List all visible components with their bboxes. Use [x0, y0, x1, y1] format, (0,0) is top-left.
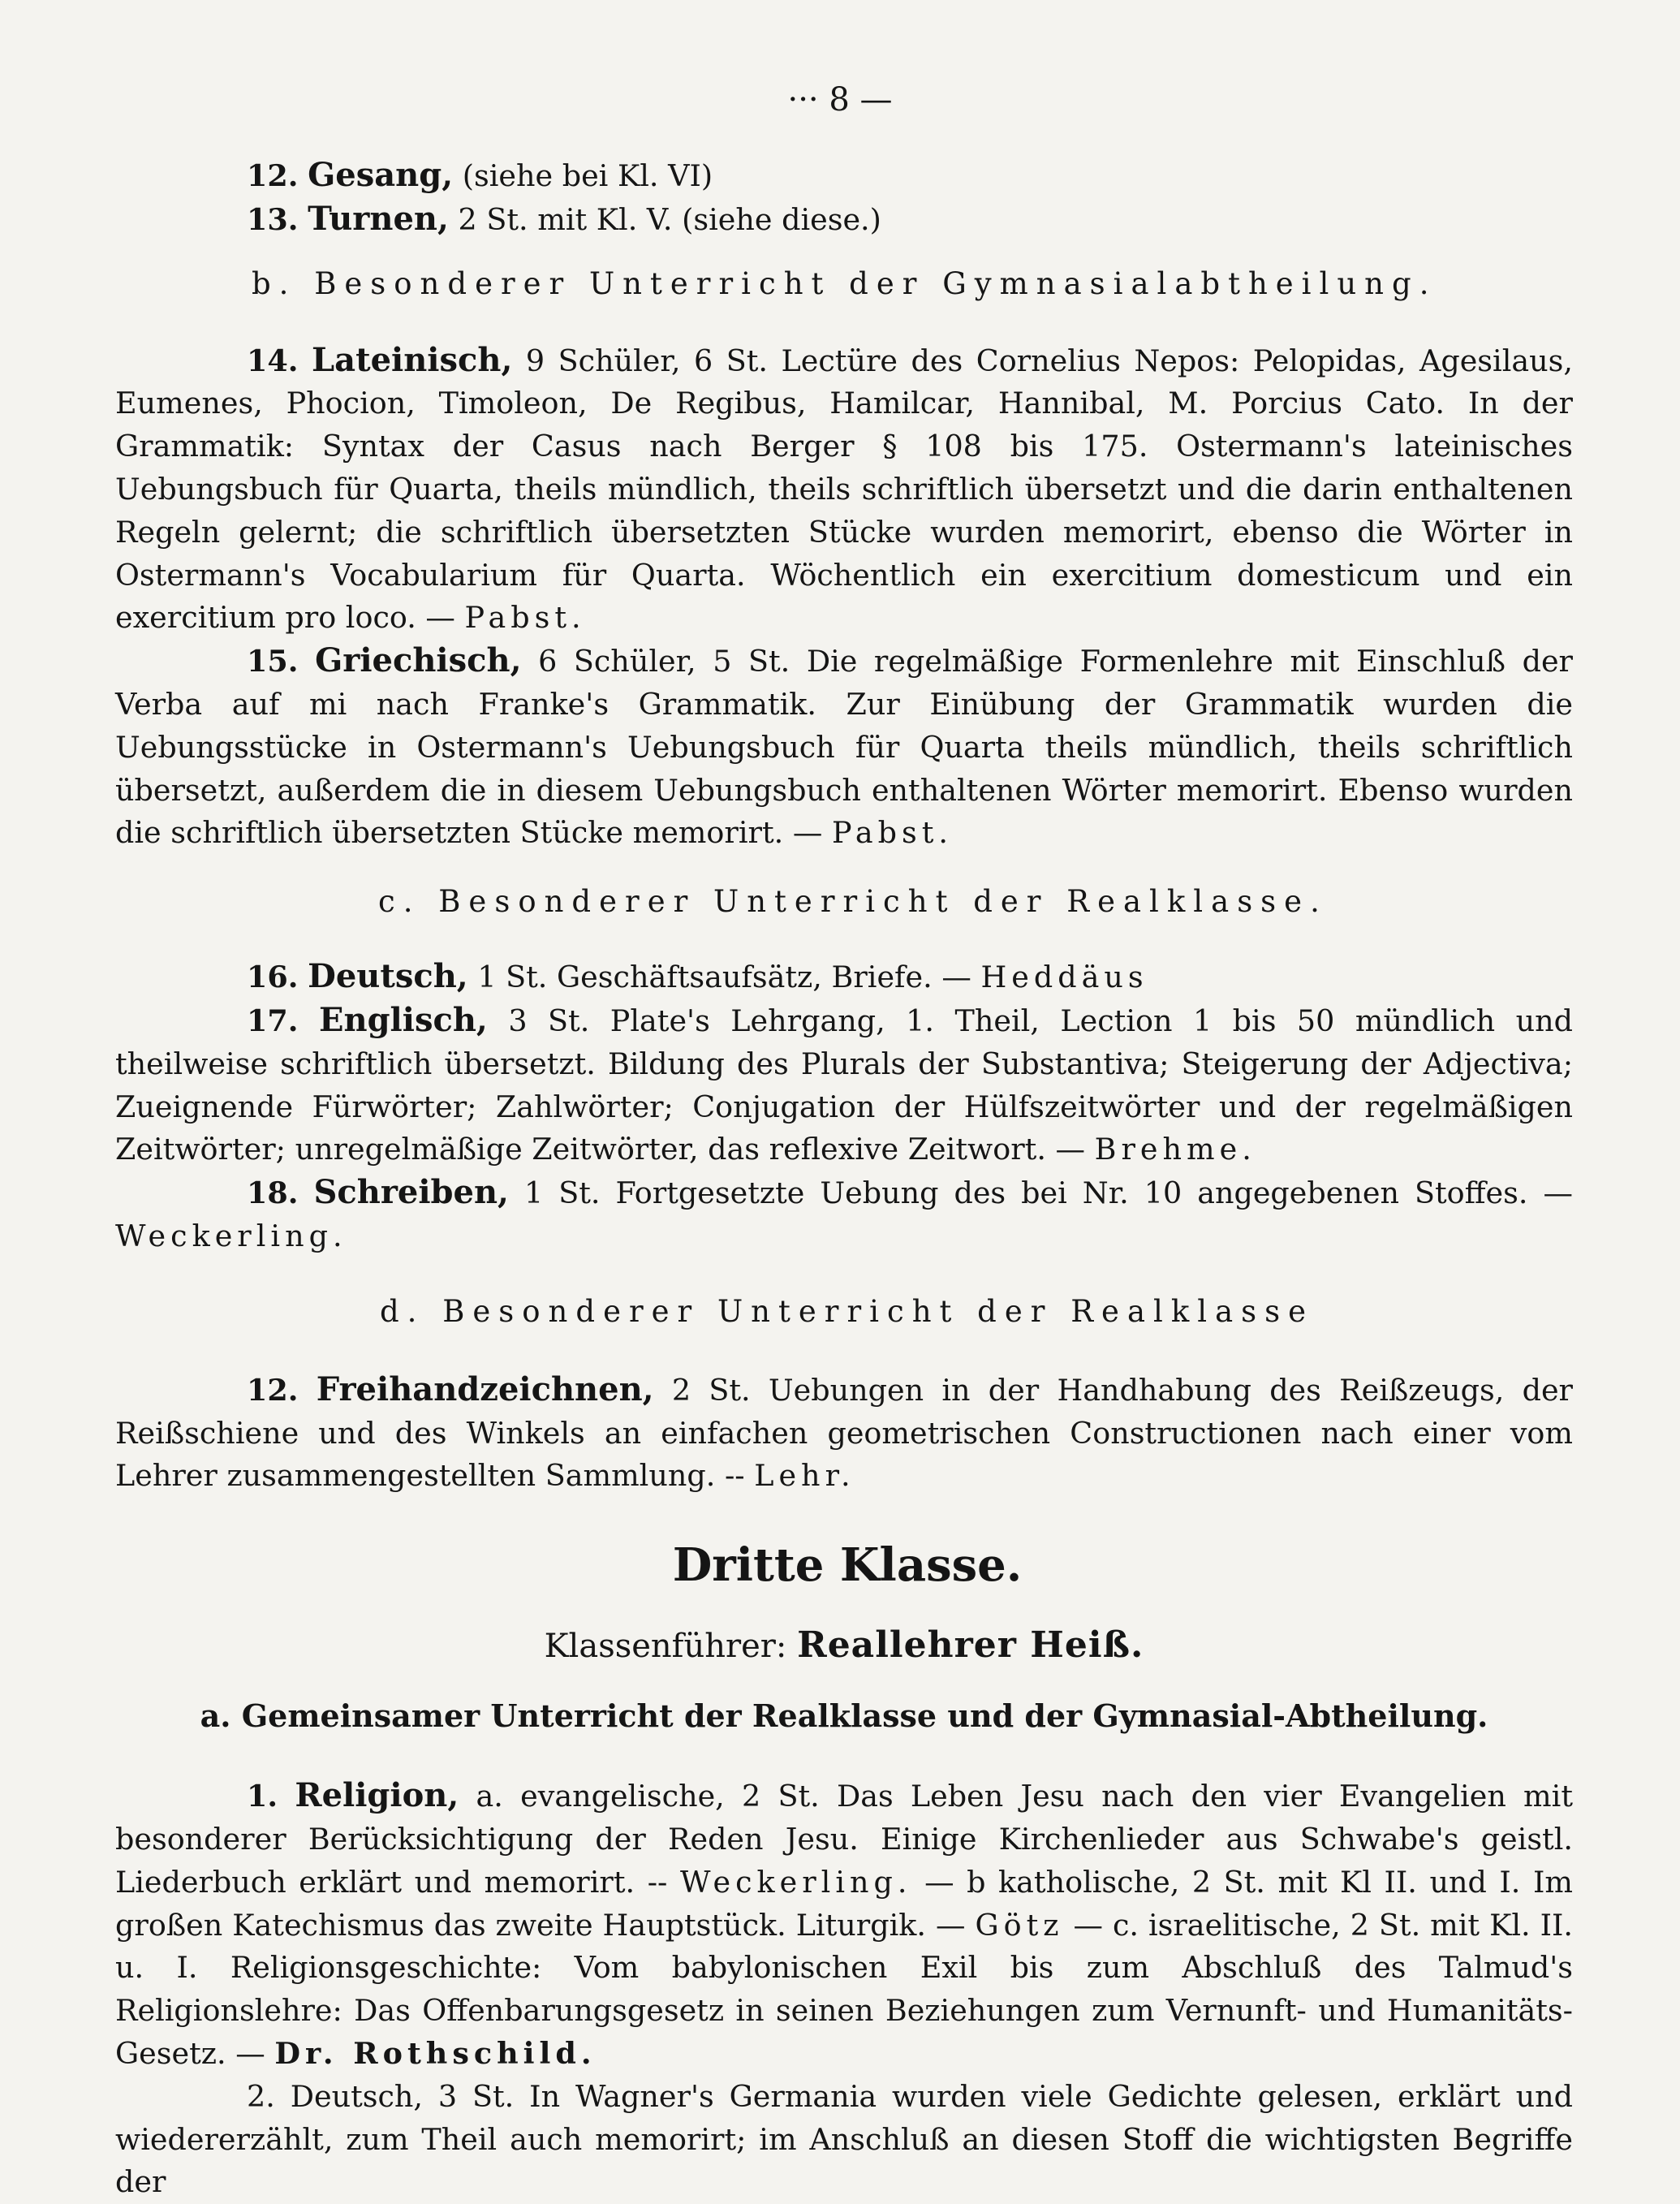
entry-13-turnen — [115, 198, 1573, 242]
entry-number: 18. — [247, 1175, 299, 1211]
entry-text: 3 St. Plate's Lehrgang, 1. Theil, Lection 1 bis 50 mündlich und theilweise schriftlich übersetzt. Bildung des Plurals der Substantiva; Steigerung der Adjectiva; Zueignende Fürwörter; Zahlwörter; Conjugation der Hülfszeitwörter und der regelmäßigen Zeitwörter; unregelmäßige Zeitwörter, das reflexive Zeitwort. — — [115, 1003, 1574, 1167]
class-title: Dritte Klasse. — [672, 1538, 1023, 1593]
teacher-name: Heddäus — [980, 960, 1148, 995]
teacher-name: Pabst. — [464, 600, 586, 636]
entry-text: 9 Schüler, 6 St. Lectüre des Cornelius Nepos: Pelopidas, Agesilaus, Eumenes, Phocion, Timoleon, De Regibus, Hamilcar, Hannibal, M. Porcius Cato. In der Grammatik: Syntax der Casus nach Berger § 108 bis 175. Ostermann's lateinisches Uebungsbuch für Quarta, theils mündlich, theils schriftlich übersetzt und die darin enthaltenen Regeln gelernt; die schriftlich übersetzten Stücke wurden memorirt, ebenso die Wörter in Ostermann's Vocabularium für Quarta. Wöchentlich ein exercitium domesticum und ein exercitium pro loco. — — [115, 343, 1573, 636]
entry-17-englisch — [115, 999, 1573, 1171]
entry-12-gesang — [115, 154, 1573, 198]
entry-subject: Turnen, — [308, 199, 449, 238]
teacher-name: Weckerling. — [115, 1218, 347, 1253]
entry-text: 6 Schüler, 5 St. Die regelmäßige Formenlehre mit Einschluß der Verba auf mi nach Franke's Grammatik. Zur Einübung der Grammatik wurden die Uebungsstücke in Ostermann's Uebungsbuch für Quarta theils mündlich, theils schriftlich übersetzt, außerdem die in diesem Uebungsbuch enthaltenen Wörter memorirt. Ebenso wurden die schriftlich übersetzten Stücke memorirt. — — [115, 644, 1574, 851]
page-content — [115, 154, 1573, 2204]
entry-subject: Deutsch, — [290, 2078, 424, 2114]
entry-text: 2 St. Uebungen in der Handhabung des Reißzeugs, der Reißschiene und des Winkels an einfachen geometrischen Constructionen nach einer vom Lehrer zusammengestellten Sammlung. -- — [115, 1372, 1573, 1494]
teacher-name: Götz — [975, 1907, 1064, 1943]
entry-subject: Lateinisch, — [312, 340, 513, 379]
class-leader-label: Klassenführer: — [544, 1628, 787, 1666]
entry-12-freihandzeichnen — [115, 1369, 1573, 1498]
teacher-name: Pabst. — [831, 815, 953, 851]
entry-number: 16. — [247, 960, 299, 995]
entry-2-deutsch — [115, 2076, 1573, 2204]
entry-text: 1 St. Geschäftsaufsätz, Briefe. — — [477, 960, 971, 995]
entry-16-deutsch — [115, 955, 1573, 999]
entry-number: 15. — [247, 644, 299, 679]
entry-subject: Griechisch, — [315, 641, 522, 680]
entry-number: 1. — [247, 1779, 278, 1814]
entry-text: — b katholische, 2 St. mit Kl II. und I. Im großen Katechismus das zweite Hauptstück. Liturgik. — — [115, 1864, 1573, 1943]
section-heading-b: b. Besonderer Unterricht der Gymnasialabtheilung. — [252, 265, 1437, 301]
teacher-name: Brehme. — [1094, 1132, 1256, 1167]
section-heading-d: d. Besonderer Unterricht der Realklasse — [380, 1293, 1315, 1329]
entry-subject: Religion, — [295, 1776, 459, 1815]
entry-1-religion — [115, 1775, 1573, 2076]
entry-number: 17. — [247, 1003, 299, 1038]
entry-18-schreiben — [115, 1171, 1573, 1258]
entry-number: 2. — [247, 2078, 275, 2114]
entry-text: a. evangelische, 2 St. Das Leben Jesu nach den vier Evangelien mit besonderer Berücksichtigung der Reden Jesu. Einige Kirchenlieder aus Schwabe's geistl. Liederbuch erklärt und memorirt. -- — [115, 1779, 1574, 1900]
entry-subject: Deutsch, — [308, 957, 468, 996]
entry-subject: Gesang, — [308, 156, 454, 194]
entry-number: 13. — [247, 201, 299, 237]
entry-number: 12. — [247, 158, 299, 193]
entry-text: (siehe bei Kl. VI) — [462, 158, 713, 193]
entry-subject: Schreiben, — [313, 1173, 509, 1212]
class-leader — [115, 1623, 1573, 1669]
entry-subject: Freihandzeichnen, — [316, 1369, 654, 1408]
teacher-name: Lehr. — [754, 1458, 855, 1494]
entry-text: — c. israelitische, 2 St. mit Kl. II. u. I. Religionsgeschichte: Vom babylonischen Exil bis zum Abschluß des Talmud's Religionslehre: Das Offenbarungsgesetz in seinen Beziehungen zum Vernunft- und Humanitäts-Gesetz. — — [115, 1907, 1574, 2071]
entry-text: 1 St. Fortgesetzte Uebung des bei Nr. 10 angegebenen Stoffes. — — [523, 1175, 1573, 1211]
teacher-name: Weckerling. — [679, 1864, 912, 1900]
entry-number: 12. — [247, 1372, 299, 1408]
entry-text: 2 St. mit Kl. V. (siehe diese.) — [458, 201, 881, 237]
section-heading-a: a. Gemeinsamer Unterricht der Realklasse und der Gymnasial-Abtheilung. — [200, 1697, 1488, 1735]
entry-subject: Englisch, — [319, 1000, 488, 1039]
entry-text: 3 St. In Wagner's Germania wurden viele Gedichte gelesen, erklärt und wiedererzählt, zum Theil auch memorirt; im Anschluß an diesen Stoff die wichtigsten Begriffe der — [115, 2078, 1573, 2200]
teacher-name: Dr. Rothschild. — [274, 2035, 597, 2071]
entry-15-griechisch — [115, 640, 1573, 855]
section-heading-c: c. Besonderer Unterricht der Realklasse. — [378, 884, 1328, 920]
entry-number: 14. — [247, 343, 299, 378]
page-number: ··· 8 — — [787, 81, 893, 119]
class-leader-name: Reallehrer Heiß. — [797, 1624, 1144, 1667]
entry-14-lateinisch — [115, 339, 1573, 640]
